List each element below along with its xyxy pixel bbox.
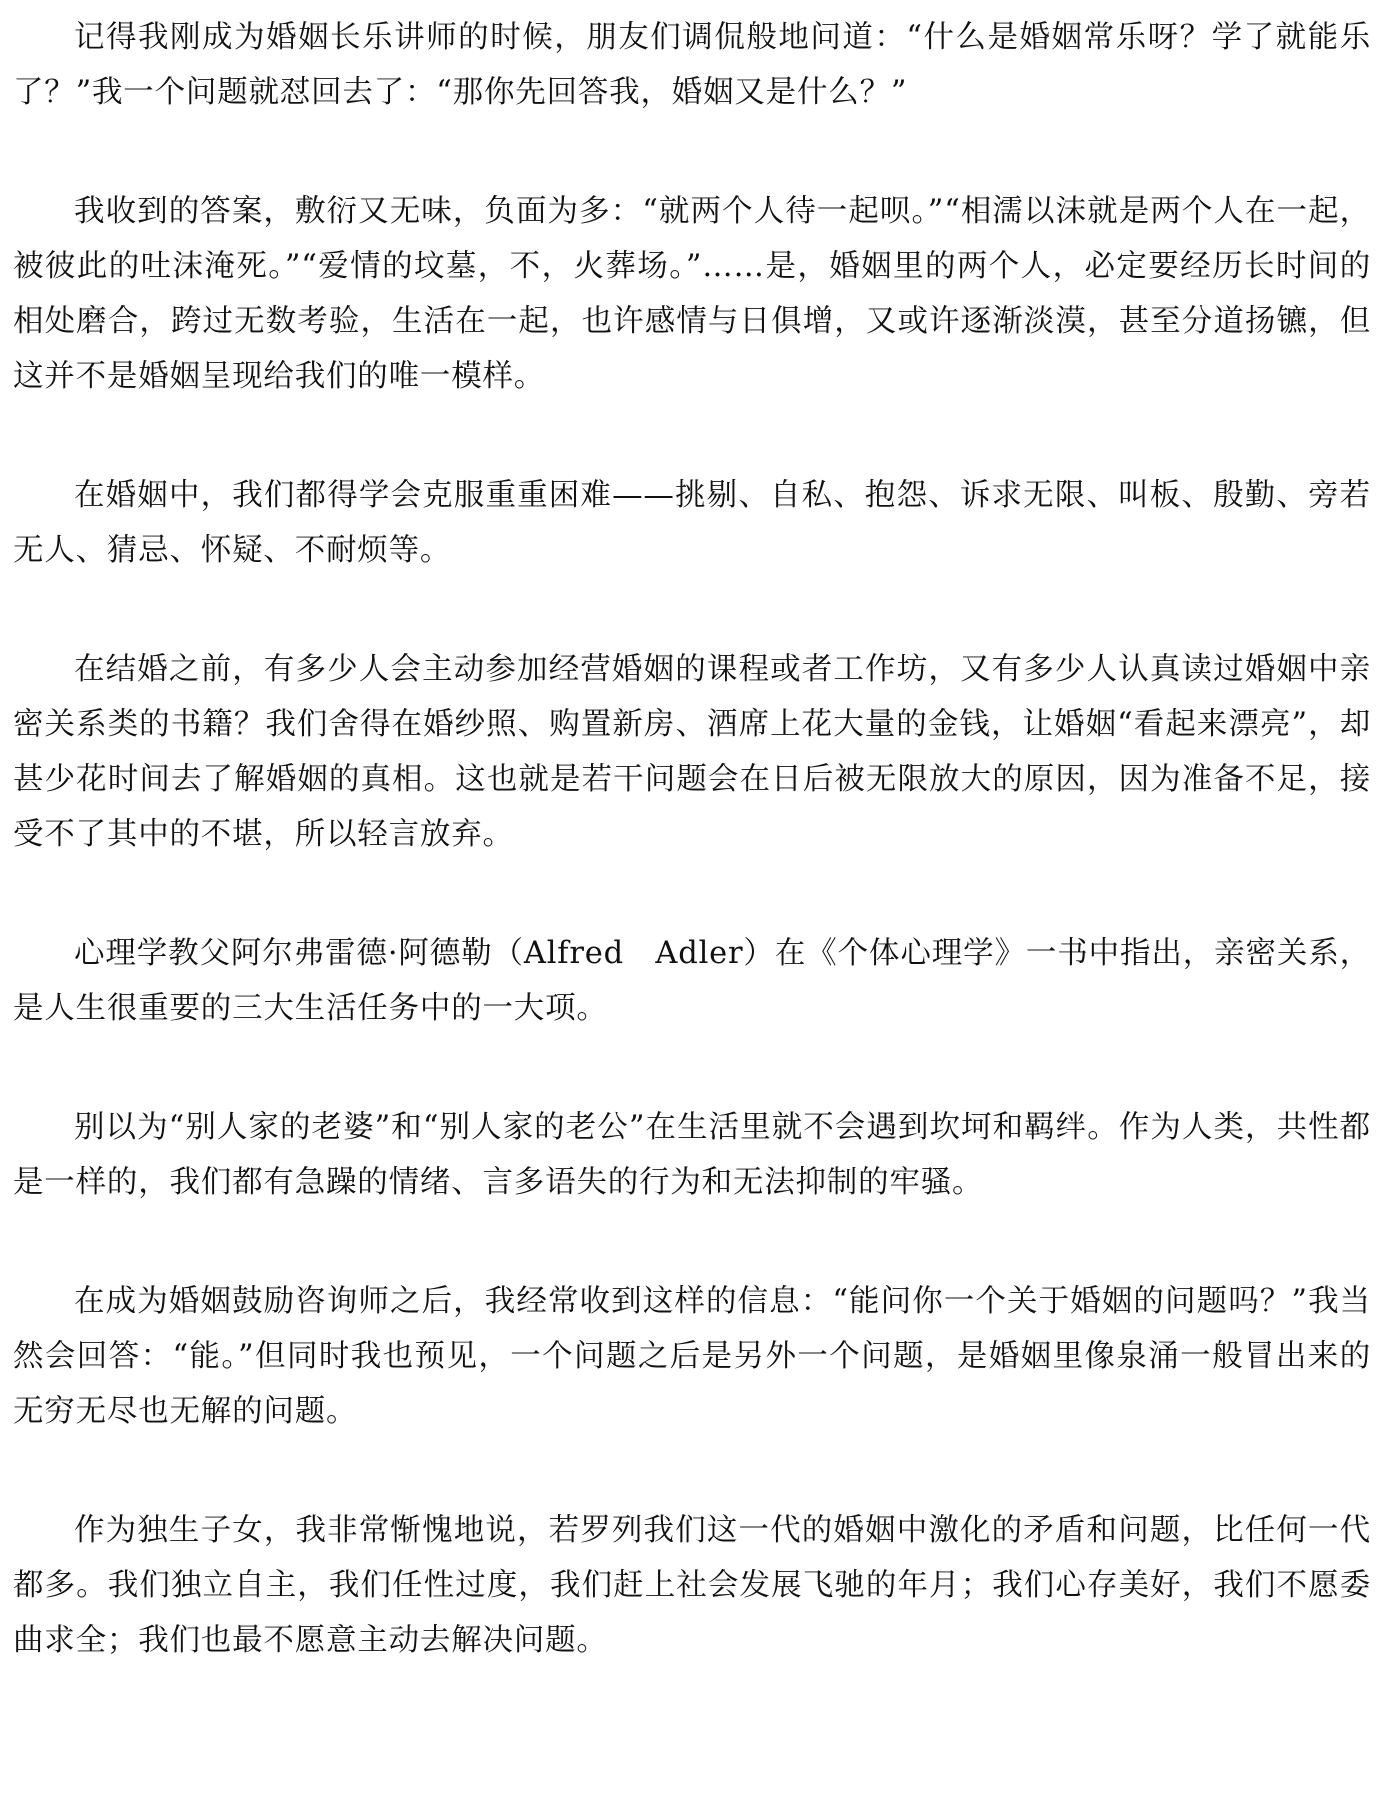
paragraph-5: 心理学教父阿尔弗雷德·阿德勒（Alfred Adler）在《个体心理学》一书中指出，亲密关系，是人生很重要的三大生活任务中的一大项。	[13, 936, 1371, 1026]
paragraph-2: 我收到的答案，敷衍又无味，负面为多：“就两个人待一起呗。”“相濡以沫就是两个人在一起，被彼此的吐沫淹死。”“爱情的坟墓，不，火葬场。”……是，婚姻里的两个人，必定要经历长时间的相处磨合，跨过无数考验，生活在一起，也许感情与日俱增，又或许逐渐淡漠，甚至分道扬镳，但这并不是婚姻呈现给我们的唯一模样。	[13, 194, 1371, 394]
paragraph-7: 在成为婚姻鼓励咨询师之后，我经常收到这样的信息：“能问你一个关于婚姻的问题吗？”我当然会回答：“能。”但同时我也预见，一个问题之后是另外一个问题，是婚姻里像泉涌一般冒出来的无穷无尽也无解的问题。	[13, 1284, 1371, 1429]
paragraph-3: 在婚姻中，我们都得学会克服重重困难——挑剔、自私、抱怨、诉求无限、叫板、殷勤、旁若无人、猜忌、怀疑、不耐烦等。	[13, 478, 1371, 568]
paragraph-4: 在结婚之前，有多少人会主动参加经营婚姻的课程或者工作坊，又有多少人认真读过婚姻中亲密关系类的书籍？我们舍得在婚纱照、购置新房、酒席上花大量的金钱，让婚姻“看起来漂亮”，却甚少花时间去了解婚姻的真相。这也就是若干问题会在日后被无限放大的原因，因为准备不足，接受不了其中的不堪，所以轻言放弃。	[13, 652, 1371, 852]
paragraph-6: 别以为“别人家的老婆”和“别人家的老公”在生活里就不会遇到坎坷和羁绊。作为人类，共性都是一样的，我们都有急躁的情绪、言多语失的行为和无法抑制的牢骚。	[13, 1110, 1371, 1200]
paragraph-8: 作为独生子女，我非常惭愧地说，若罗列我们这一代的婚姻中激化的矛盾和问题，比任何一代都多。我们独立自主，我们任性过度，我们赶上社会发展飞驰的年月；我们心存美好，我们不愿委曲求全；我们也最不愿意主动去解决问题。	[13, 1513, 1371, 1658]
paragraph-1: 记得我刚成为婚姻长乐讲师的时候，朋友们调侃般地问道：“什么是婚姻常乐呀？学了就能乐了？”我一个问题就怼回去了：“那你先回答我，婚姻又是什么？”	[13, 20, 1371, 110]
